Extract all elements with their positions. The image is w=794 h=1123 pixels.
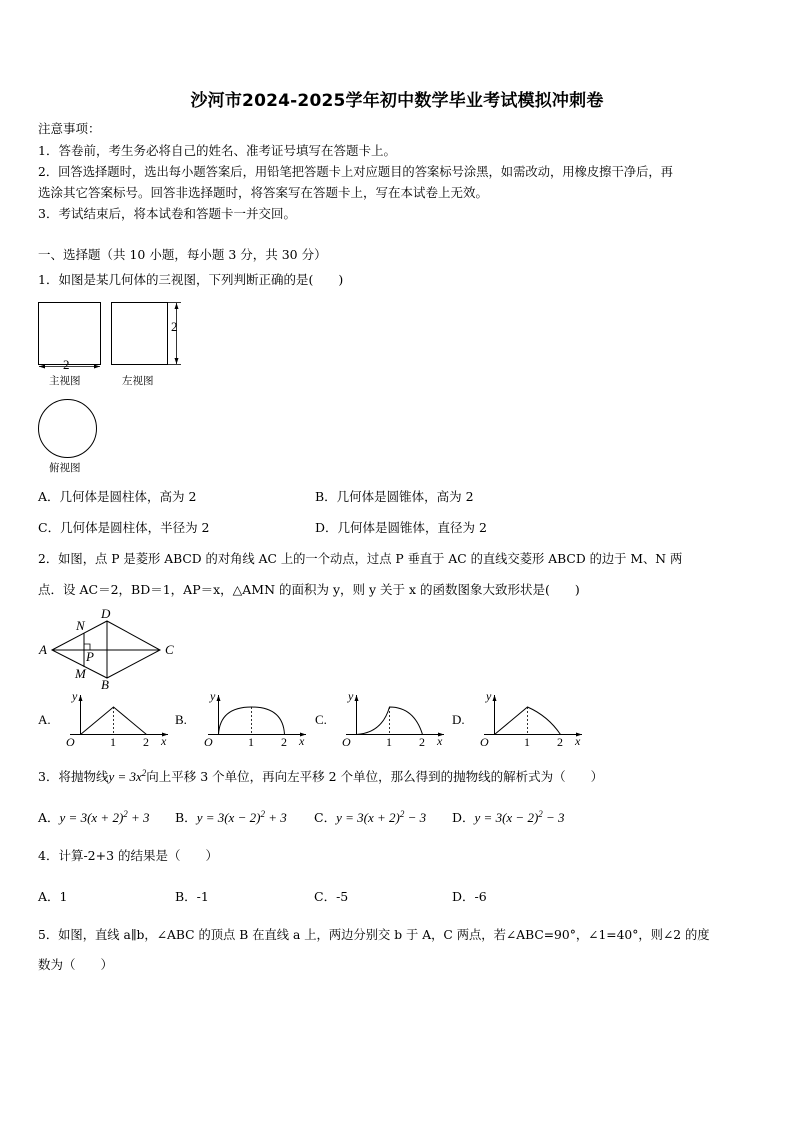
q3-option-b-tail: + 3	[264, 810, 287, 826]
q2-stem-line-1: 2．如图，点 P 是菱形 ABCD 的对角线 AC 上的一个动点，过点 P 垂直于 AC 的直线交菱形 ABCD 的边于 M、N 两	[38, 552, 683, 566]
q3-option-d-label: D．	[452, 810, 475, 826]
graph-d-origin: O	[480, 735, 489, 749]
graph-c-option-label: C.	[315, 712, 327, 727]
graph-a-y-label: y	[72, 689, 78, 703]
q3-stem-suffix: 向上平移 3 个单位，再向左平移 2 个单位，那么得到的抛物线的解析式为（ ）	[146, 769, 604, 785]
graph-c-tick-2: 2	[419, 735, 425, 749]
top-view-label: 俯视图	[49, 462, 81, 474]
graph-c-y-label: y	[348, 689, 354, 703]
graph-b-origin: O	[204, 735, 213, 749]
q3-option-a-exp: 2	[123, 809, 128, 819]
graph-d-x-label: x	[575, 734, 581, 748]
label-m: M	[75, 666, 86, 681]
graph-c-origin: O	[342, 735, 351, 749]
graph-b-option-label: B.	[175, 712, 187, 727]
graph-d-tick-2: 2	[557, 735, 563, 749]
label-a: A	[39, 642, 47, 657]
label-b: B	[101, 677, 109, 692]
q5-stem-line-2: 数为（ ）	[38, 957, 114, 972]
graph-b-tick-2: 2	[281, 735, 287, 749]
graph-b	[175, 689, 306, 749]
graph-a-option-label: A.	[38, 712, 51, 727]
notice-item-2-line-2: 选涂其它答案标号。回答非选择题时，将答案写在答题卡上，写在本试卷上无效。	[38, 185, 489, 200]
q3-option-d-tail: − 3	[542, 810, 565, 826]
q5-stem-line-1: 5．如图，直线 a∥b，∠ABC 的顶点 B 在直线 a 上，两边分别交 b 于 A，C 两点，若∠ABC=90°，∠1=40°，则∠2 的度	[38, 928, 710, 942]
q3-option-c-expr: y = 3(x + 2)	[336, 810, 400, 826]
side-view-label: 左视图	[122, 375, 154, 387]
graph-d-option-label: D.	[452, 712, 465, 727]
graph-b-y-label: y	[210, 689, 216, 703]
q3-option-d-exp: 2	[538, 809, 543, 819]
graph-a-tick-1: 1	[110, 735, 116, 749]
graph-d-y-label: y	[486, 689, 492, 703]
graph-b-y-arrow	[217, 695, 221, 701]
graph-c-tick-1: 1	[386, 735, 392, 749]
notice-item-1: 1．答卷前，考生务必将自己的姓名、准考证号填写在答题卡上。	[38, 143, 396, 158]
graph-b-tick-1: 1	[248, 735, 254, 749]
q1-option-b: B．几何体是圆锥体，高为 2	[315, 489, 474, 504]
q3-option-c-label: C．	[314, 810, 337, 826]
graph-c-y-arrow	[355, 695, 359, 701]
q1-option-d: D．几何体是圆锥体，直径为 2	[315, 520, 487, 535]
graph-a-x-label: x	[161, 734, 167, 748]
q4-option-d: D．-6	[452, 889, 487, 904]
graph-d-y-arrow	[493, 695, 497, 701]
graph-c	[315, 689, 444, 749]
q3-option-a-tail: + 3	[127, 810, 150, 826]
label-d: D	[101, 606, 111, 621]
q3-option-c	[314, 806, 426, 826]
graph-a-origin: O	[66, 735, 75, 749]
label-c: C	[165, 642, 174, 657]
page-title: 沙河市2024-2025学年初中数学毕业考试模拟冲刺卷	[190, 91, 604, 111]
q1-option-c: C．几何体是圆柱体，半径为 2	[38, 520, 210, 535]
q2-stem-line-2: 点．设 AC＝2，BD＝1，AP＝x，△AMN 的面积为 y，则 y 关于 x 的函数图象大致形状是( )	[38, 582, 580, 597]
graph-b-x-label: x	[299, 734, 305, 748]
front-view-label: 主视图	[49, 375, 81, 387]
front-view-dim-width: 2	[63, 357, 70, 372]
q3-option-c-exp: 2	[399, 809, 405, 819]
graph-a-tick-2: 2	[143, 735, 149, 749]
q1-stem: 1．如图是某几何体的三视图，下列判断正确的是( )	[38, 272, 344, 287]
q4-option-a: A．1	[38, 889, 68, 904]
section-heading: 一、选择题（共 10 小题，每小题 3 分，共 30 分）	[38, 247, 327, 262]
q3-option-d	[452, 806, 565, 826]
notice-heading: 注意事项：	[38, 121, 101, 136]
q3-option-b-label: B．	[175, 810, 197, 826]
graph-d	[452, 689, 582, 749]
label-n: N	[76, 618, 85, 633]
q3-option-a-expr: y = 3(x + 2)	[59, 810, 124, 826]
q4-option-b: B．-1	[175, 889, 209, 904]
q3-option-b-expr: y = 3(x − 2)	[196, 810, 261, 826]
q4-option-c: C．-5	[314, 889, 349, 904]
q3-stem-exponent: 2	[141, 768, 147, 778]
q3-option-a-label: A．	[38, 810, 60, 826]
q1-option-a: A．几何体是圆柱体，高为 2	[38, 489, 197, 504]
q3-stem-prefix: 3．将抛物线	[38, 769, 109, 785]
graph-d-tick-1: 1	[524, 735, 530, 749]
q3-option-c-tail: − 3	[404, 810, 427, 826]
label-p: P	[86, 649, 94, 664]
notice-item-3: 3．考试结束后，将本试卷和答题卡一并交回。	[38, 206, 296, 221]
notice-item-2-line-1: 2．回答选择题时，选出每小题答案后，用铅笔把答题卡上对应题目的答案标号涂黑，如需改动，用橡皮擦干净后，再	[38, 165, 673, 179]
graph-a-y-arrow	[79, 695, 83, 701]
q3-option-d-expr: y = 3(x − 2)	[474, 810, 539, 826]
q3-option-b-exp: 2	[260, 809, 265, 819]
q3-option-a	[38, 806, 150, 826]
graph-c-x-label: x	[437, 734, 443, 748]
q4-stem: 4．计算-2+3 的结果是（ ）	[38, 848, 219, 863]
q3-stem	[38, 765, 603, 785]
graph-a	[38, 689, 168, 749]
side-view-dim-height: 2	[171, 319, 178, 334]
q3-stem-expression: y = 3x	[108, 769, 142, 785]
q3-option-b	[175, 806, 287, 826]
